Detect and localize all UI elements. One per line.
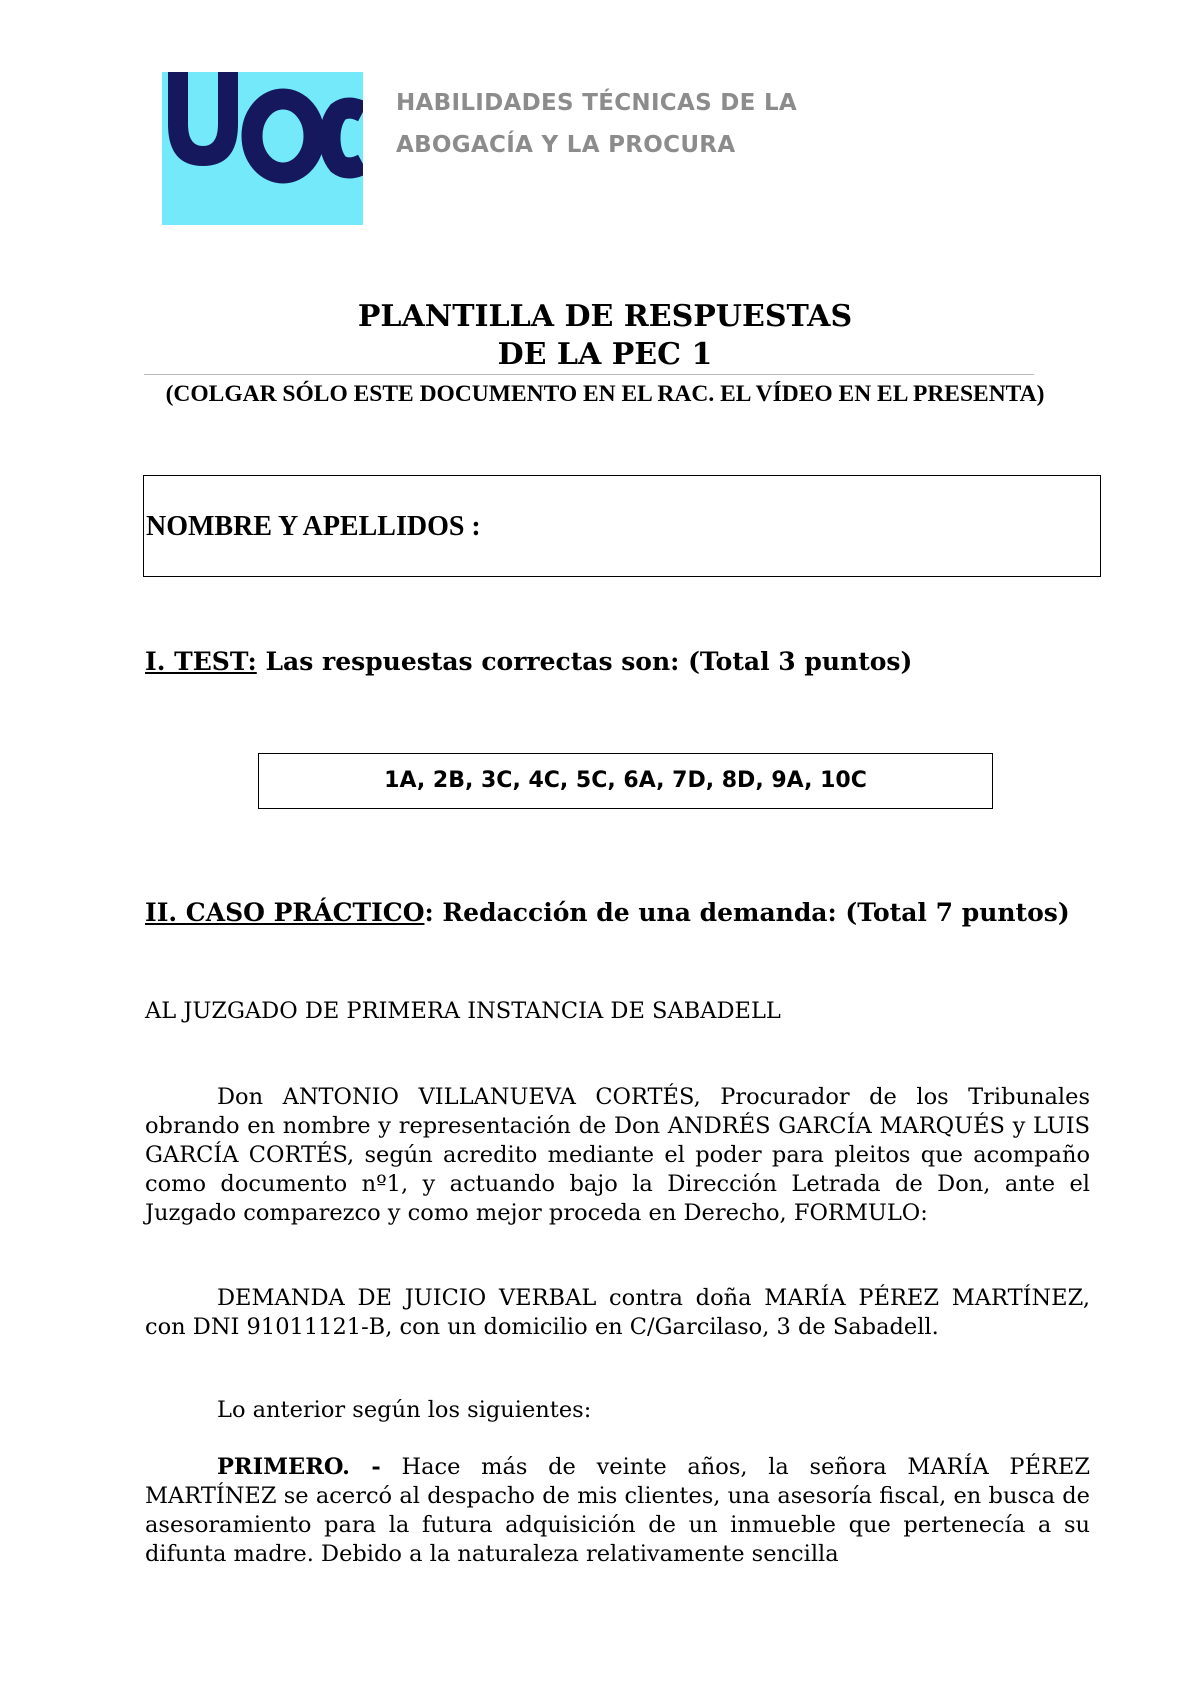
document-title	[140, 298, 1070, 374]
primero-text: Hace más de veinte años, la señora MARÍA PÉREZ MARTÍNEZ se acercó al despacho de mis clientes, una asesoría fiscal, en busca de asesoramiento para la futura adquisición de un inmueble que pertenecía a su difunta madre. Debido a la naturaleza relativamente sencilla	[145, 1454, 1090, 1567]
test-answers-box: 1A, 2B, 3C, 4C, 5C, 6A, 7D, 8D, 9A, 10C	[258, 753, 993, 809]
course-title-line1: HABILIDADES TÉCNICAS DE LA	[396, 90, 798, 116]
court-address: AL JUZGADO DE PRIMERA INSTANCIA DE SABADELL	[145, 998, 781, 1024]
test-heading-text: Las respuestas correctas son: (Total 3 puntos)	[256, 647, 913, 676]
caso-heading	[145, 896, 1090, 930]
caso-heading-text: : Redacción de una demanda: (Total 7 puntos)	[424, 898, 1070, 927]
test-heading-label: I. TEST:	[145, 647, 257, 676]
document-title-line1: PLANTILLA DE RESPUESTAS	[357, 299, 853, 334]
name-label: NOMBRE Y APELLIDOS :	[146, 511, 481, 542]
uoc-logo	[162, 72, 363, 225]
paragraph-primero	[145, 1453, 1090, 1571]
caso-heading-label: II. CASO PRÁCTICO	[145, 898, 425, 927]
title-divider	[144, 374, 1034, 375]
paragraph-procurador: Don ANTONIO VILLANUEVA CORTÉS, Procurador de los Tribunales obrando en nombre y representación de Don ANDRÉS GARCÍA MARQUÉS y LUIS GARCÍA CORTÉS, según acredito mediante el poder para pleitos que acompaño como documento nº1, y actuando bajo la Dirección Letrada de Don, ante el Juzgado comparezco y como mejor proceda en Derecho, FORMULO:	[145, 1084, 1090, 1226]
document-title-line2: DE LA PEC 1	[497, 337, 713, 372]
course-title	[396, 82, 876, 166]
document-subtitle: (COLGAR SÓLO ESTE DOCUMENTO EN EL RAC. EL VÍDEO EN EL PRESENTA)	[165, 381, 1045, 407]
course-title-line2: ABOGACÍA Y LA PROCURA	[396, 132, 736, 158]
paragraph-intro: Lo anterior según los siguientes:	[217, 1397, 592, 1423]
test-heading	[145, 644, 1105, 680]
paragraph-demanda: DEMANDA DE JUICIO VERBAL contra doña MARÍA PÉREZ MARTÍNEZ, con DNI 91011121-B, con un domicilio en C/Garcilaso, 3 de Sabadell.	[145, 1285, 1090, 1340]
primero-label: PRIMERO. -	[217, 1454, 381, 1480]
